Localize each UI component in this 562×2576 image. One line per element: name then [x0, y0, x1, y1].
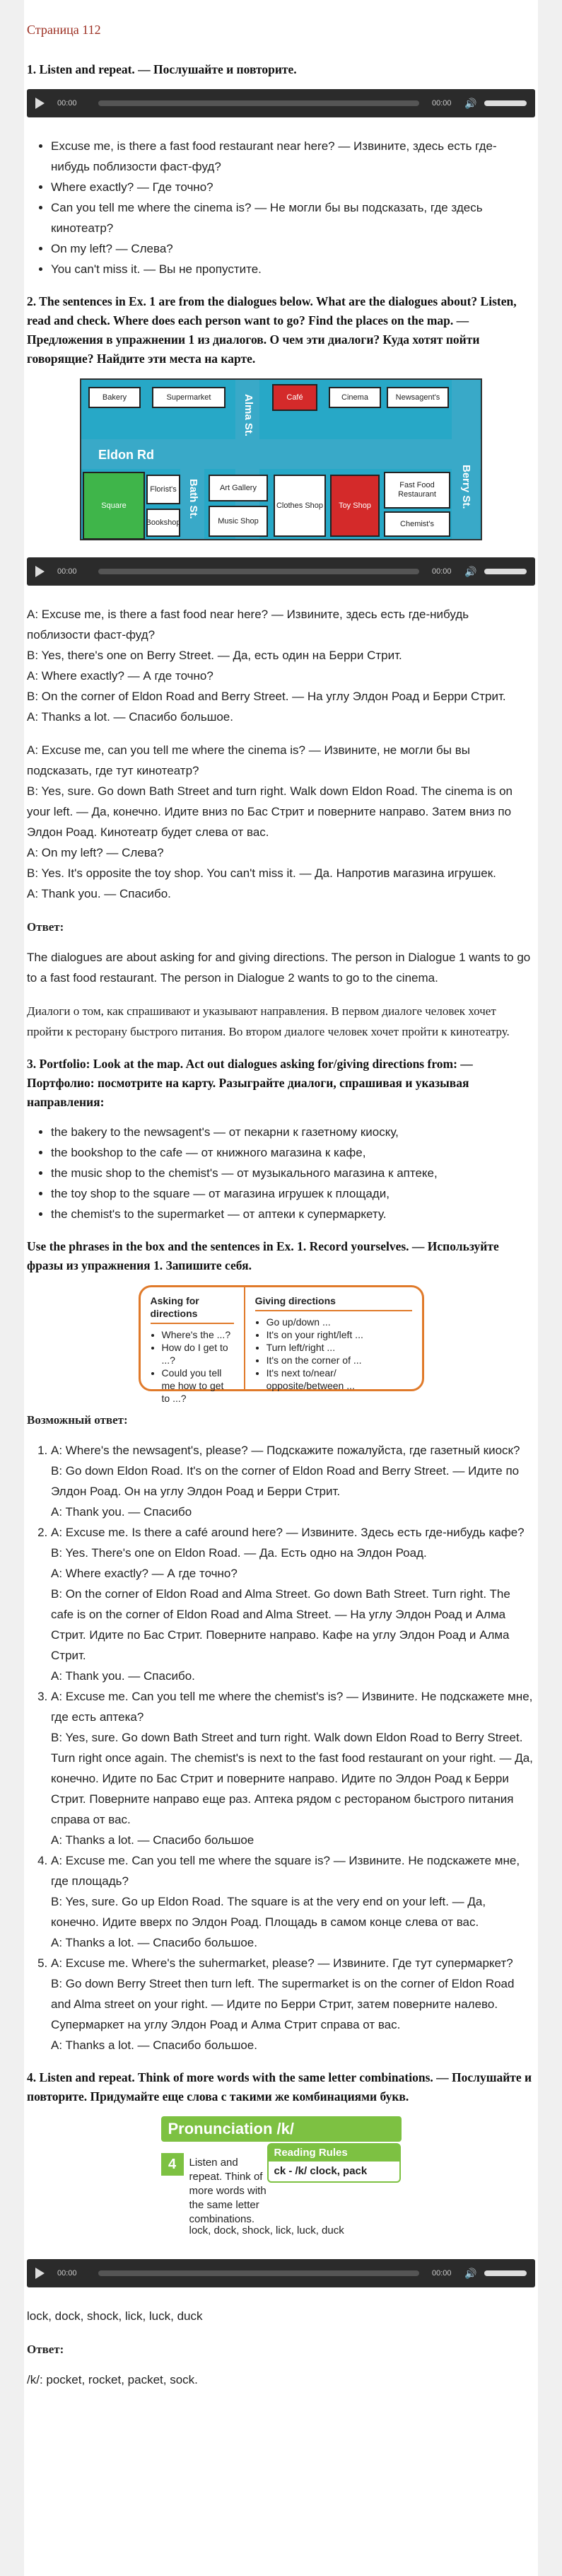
giving-title: Giving directions [255, 1294, 412, 1311]
dialogue-line: A: Where exactly? — А где точно? [27, 669, 213, 683]
answer-item [51, 1953, 535, 2055]
content-page [24, 0, 538, 2576]
phrase-box [139, 1285, 424, 1404]
answer-item [51, 1522, 535, 1686]
play-icon[interactable] [35, 2268, 45, 2279]
town-map [80, 378, 482, 540]
dialogue-line: B: Yes, sure. Go up Eldon Road. The square is at the very end on your left. — Да, конечно. Идите вверх по Элдон Роад. Площадь в самом конце слева от вас. [51, 1895, 486, 1929]
dialogue-line: B: On the corner of Eldon Road and Berry Street. — На углу Элдон Роад и Берри Стрит. [27, 690, 506, 703]
dialogue-line: A: Excuse me, is there a fast food near here? — Извините, здесь есть где-нибудь поблизости фаст-фуд? [27, 608, 469, 642]
dialogue-line: A: Thanks a lot. — Спасибо большое [51, 1833, 254, 1847]
dialogue-line: A: Excuse me, can you tell me where the cinema is? — Извините, не могли бы вы подсказать, где тут кинотеатр? [27, 743, 470, 777]
phrase: • Where's the ...? [162, 1328, 234, 1341]
map-newsagent: Newsagent's [387, 387, 449, 408]
berry-street [452, 380, 480, 539]
dialogue-line: B: Yes, there's one on Berry Street. — Да, есть один на Берри Стрит. [27, 649, 402, 662]
map-florist: Florist's [146, 475, 180, 504]
dialogue-line: B: On the corner of Eldon Road and Alma Street. Go down Bath Street. Turn right. The cafe is on the corner of Eldon Road and Alma Street. — На углу Элдон Роад и Алма Стрит. Идите по Бас Стрит. Поверните направо. Кафе на углу Элдон Роад и Алма Стрит. [51, 1587, 510, 1662]
answer-text: /k/: pocket, rocket, packet, sock. [27, 2373, 198, 2386]
task3-heading: 3. Portfolio: Look at the map. Act out dialogues asking for/giving directions from: — Портфолио: посмотрите на карту. Разыграйте диалоги, спрашивая и указывая направления: [27, 1057, 473, 1109]
volume-slider[interactable] [484, 2270, 527, 2276]
berry-street-label: Berry St. [460, 465, 472, 509]
list-item: • the chemist's to the supermarket — от аптеки к супермаркету. [51, 1204, 535, 1224]
pronunciation-box [161, 2116, 402, 2244]
alma-street-label: Alma St. [242, 394, 254, 437]
eldon-road-label: Eldon Rd [98, 448, 154, 462]
dialogue-line: A: Thank you. — Спасибо. [27, 887, 171, 900]
possible-answer-label: Возможный ответ: [27, 1413, 128, 1427]
play-icon[interactable] [35, 566, 45, 577]
audio-player[interactable] [27, 2259, 535, 2287]
map-square: Square [83, 472, 145, 540]
time-start: 00:00 [57, 98, 77, 108]
pron-instruction: Listen and repeat. Think of more words with the same letter combinations. [189, 2157, 267, 2225]
page-title: Страница 112 [27, 23, 101, 37]
dialogue-line: A: Thank you. — Спасибо [51, 1505, 192, 1519]
reading-rules [267, 2143, 401, 2183]
list-item: • Excuse me, is there a fast food restaurant near here? — Извините, здесь есть где-нибудь поблизости фаст-фуд? [51, 136, 535, 177]
answer-ru: Диалоги о том, как спрашивают и указывают направления. В первом диалоге человек хочет пройти к ресторану быстрого питания. Во втором диалоге человек хочет пройти к кинотеатру. [27, 1004, 510, 1038]
map-art-gallery: Art Gallery [209, 475, 268, 501]
answer-item [51, 1440, 535, 1522]
phrase: • It's on the corner of ... [267, 1354, 412, 1367]
task4-heading: 4. Listen and repeat. Think of more words with the same letter combinations. — Послушайте и повторите. Придумайте еще слова с такими же комбинациями букв. [27, 2070, 532, 2104]
pron-words: lock, dock, shock, lick, luck, duck [189, 2224, 344, 2236]
giving-column [245, 1287, 422, 1389]
map-toy-shop: Toy Shop [330, 475, 380, 537]
phrase: • How do I get to ...? [162, 1341, 234, 1367]
phrase: • Could you tell me how to get to ...? [162, 1367, 234, 1405]
list-item: • the bookshop to the cafe — от книжного магазина к кафе, [51, 1142, 535, 1163]
map-chemist: Chemist's [384, 511, 450, 537]
task3-instruction: Use the phrases in the box and the sentences in Ex. 1. Record yourselves. — Используйте фразы из упражнения 1. Запишите себя. [27, 1239, 499, 1272]
map-supermarket: Supermarket [152, 387, 226, 408]
rules-title: Reading Rules [269, 2145, 399, 2162]
volume-icon[interactable]: 🔊 [464, 97, 477, 109]
dialogue-line: B: Yes, sure. Go down Bath Street and turn right. Walk down Eldon Road. The cinema is on your left. — Да, конечно. Идите вниз по Бас Стрит и поверните направо. Затем вниз по Элдон Роад. Кинотеатр будет слева от вас. [27, 784, 513, 839]
answer-item [51, 1850, 535, 1953]
list-item: • Where exactly? — Где точно? [51, 177, 535, 197]
phrase: • Go up/down ... [267, 1316, 412, 1328]
list-item: • Can you tell me where the cinema is? — Не могли бы вы подсказать, где здесь кинотеатр? [51, 197, 535, 238]
task1-heading: 1. Listen and repeat. — Послушайте и повторите. [27, 62, 297, 76]
list-item: • the toy shop to the square — от магазина игрушек к площади, [51, 1183, 535, 1204]
phrase: • It's on your right/left ... [267, 1328, 412, 1341]
map-bookshop: Bookshop [146, 509, 180, 537]
dialogue-line: A: Thanks a lot. — Спасибо большое. [51, 2038, 257, 2052]
phrase: • It's next to/near/ opposite/between ... [267, 1367, 412, 1392]
map-fast-food: Fast Food Restaurant [384, 472, 450, 509]
exercise-number: 4 [161, 2153, 184, 2176]
dialogue-line: A: Where's the newsagent's, please? — Подскажите пожалуйста, где газетный киоск? [51, 1444, 520, 1457]
answer-item [51, 1686, 535, 1850]
dialogue-line: A: Thank you. — Спасибо. [51, 1669, 195, 1683]
task1-list [27, 136, 535, 279]
progress-track[interactable] [98, 569, 419, 574]
time-end: 00:00 [432, 2268, 452, 2278]
answer-label: Ответ: [27, 920, 64, 934]
dialogue-2 [27, 740, 535, 904]
list-item: • the bakery to the newsagent's — от пекарни к газетному киоску, [51, 1122, 535, 1142]
rules-text: ck - /k/ clock, pack [274, 2165, 368, 2177]
map-cinema: Cinema [329, 387, 381, 408]
volume-icon[interactable]: 🔊 [464, 565, 477, 577]
audio-player[interactable] [27, 89, 535, 117]
dialogue-line: A: On my left? — Слева? [27, 846, 164, 859]
answer-label: Ответ: [27, 2343, 64, 2356]
pronunciation-banner: Pronunciation /k/ [161, 2116, 402, 2142]
volume-slider[interactable] [484, 100, 527, 106]
dialogue-line: A: Thanks a lot. — Спасибо большое. [27, 710, 233, 724]
progress-track[interactable] [98, 100, 419, 106]
volume-slider[interactable] [484, 569, 527, 574]
list-item: • You can't miss it. — Вы не пропустите. [51, 259, 535, 279]
task2-heading: 2. The sentences in Ex. 1 are from the dialogues below. What are the dialogues about? Listen, read and check. Where does each person want to go? Find the places on the map. — Предложения в упражнении 1 из диалогов. О чем эти диалоги? Куда хотят пойти говорящие? Найдите эти места на карте. [27, 294, 517, 366]
list-item: • On my left? — Слева? [51, 238, 535, 259]
dialogue-line: A: Excuse me. Is there a café around here? — Извините. Здесь есть где-нибудь кафе? [51, 1526, 525, 1539]
asking-column [141, 1287, 245, 1404]
answer-en: The dialogues are about asking for and giving directions. The person in Dialogue 1 wants to go to a fast food restaurant. The person in Dialogue 2 wants to go to the cinema. [27, 951, 531, 985]
dialogue-line: A: Excuse me. Where's the suhermarket, please? — Извините. Где тут супермаркет? [51, 1956, 513, 1970]
time-start: 00:00 [57, 567, 77, 576]
audio-player[interactable] [27, 557, 535, 586]
time-start: 00:00 [57, 2268, 77, 2278]
map-music-shop: Music Shop [209, 506, 268, 537]
dialogue-1 [27, 604, 535, 727]
map-cafe: Café [272, 384, 317, 411]
phrase: • Turn left/right ... [267, 1341, 412, 1354]
dialogue-line: A: Where exactly? — А где точно? [51, 1567, 238, 1580]
answers-list [27, 1440, 535, 2055]
task3-list [27, 1122, 535, 1224]
bath-street-label: Bath St. [187, 479, 199, 519]
list-item: • the music shop to the chemist's — от музыкального магазина к аптеке, [51, 1163, 535, 1183]
dialogue-line: B: Yes. There's one on Eldon Road. — Да. Есть одно на Элдон Роад. [51, 1546, 427, 1560]
time-end: 00:00 [432, 567, 452, 576]
asking-title: Asking for directions [151, 1294, 234, 1324]
map-clothes-shop: Clothes Shop [274, 475, 326, 537]
words-line: lock, dock, shock, lick, luck, duck [27, 2309, 203, 2323]
dialogue-line: B: Go down Berry Street then turn left. The supermarket is on the corner of Eldon Road and Alma street on your right. — Идите по Берри Стрит, затем поверните налево. Супермаркет на углу Элдон Роад и Алма Стрит справа от вас. [51, 1977, 515, 2031]
map-bakery: Bakery [88, 387, 141, 408]
dialogue-line: B: Yes. It's opposite the toy shop. You can't miss it. — Да. Напротив магазина игрушек. [27, 866, 496, 880]
dialogue-line: A: Excuse me. Can you tell me where the square is? — Извините. Не подскажете мне, где площадь? [51, 1854, 520, 1888]
dialogue-line: A: Thanks a lot. — Спасибо большое. [51, 1936, 257, 1949]
volume-icon[interactable]: 🔊 [464, 2267, 477, 2279]
dialogue-line: B: Yes, sure. Go down Bath Street and turn right. Walk down Eldon Road to Berry Street. Turn right once again. The chemist's is next to the fast food restaurant on your right. — Да, конечно. Идите по Бас Стрит и поверните направо. Идите по Элдон Роад к Берри Стрит. Поверните направо еще раз. Аптека рядом с рестораном быстрого питания справа от вас. [51, 1731, 533, 1826]
dialogue-line: B: Go down Eldon Road. It's on the corner of Eldon Road and Berry Street. — Идите по Элдон Роад. Он на углу Элдон Роад и Берри Стрит. [51, 1464, 520, 1498]
progress-track[interactable] [98, 2270, 419, 2276]
time-end: 00:00 [432, 98, 452, 108]
play-icon[interactable] [35, 98, 45, 109]
dialogue-line: A: Excuse me. Can you tell me where the chemist's is? — Извините. Не подскажете мне, где есть аптека? [51, 1690, 533, 1724]
